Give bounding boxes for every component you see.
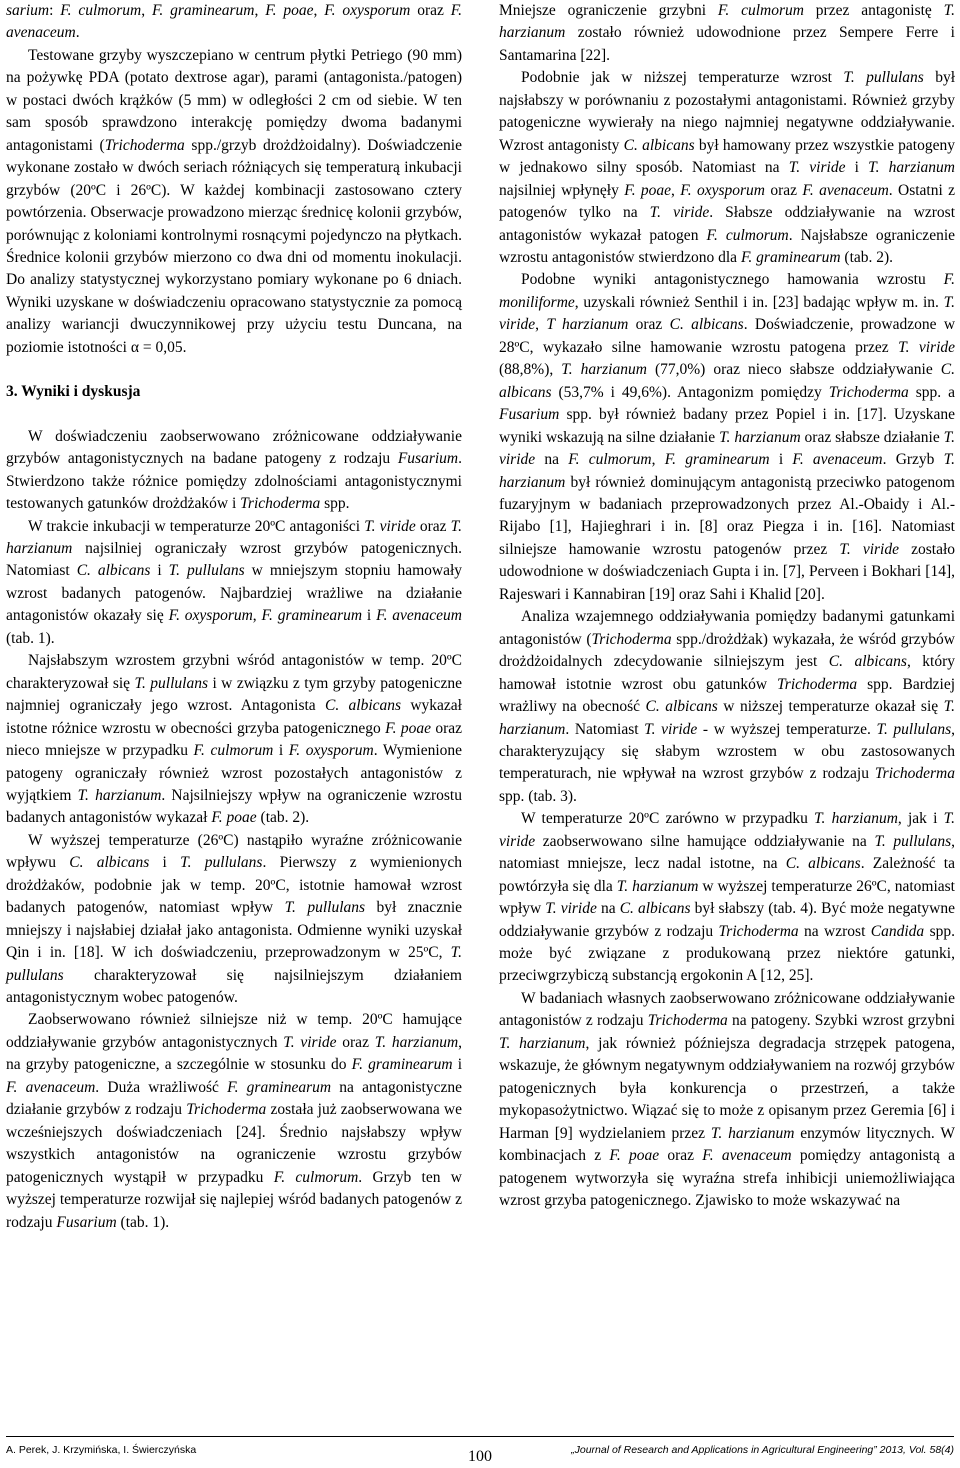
italic-run: T. harzianum	[868, 159, 955, 177]
italic-run: T. pullulans	[134, 674, 208, 692]
text-run: , na grzyby patogeniczne, a szczególnie w stosunku do	[6, 1033, 463, 1074]
italic-run: T. pullulans	[876, 720, 952, 738]
text-run: W doświadczeniu zaobserwowano zróżnicowane oddziaływanie grzybów antagonistycznych na badane patogeny z rodzaju	[6, 427, 462, 468]
left-column	[6, 0, 462, 1234]
text-run: , który hamował istotnie wzrost obu gatunków	[499, 653, 955, 693]
text-run: . Zależność ta powtórzyła się dla	[499, 855, 955, 895]
text-run: Podobne wyniki antagonistycznego hamowania wzrostu	[521, 271, 944, 289]
text-run: na	[596, 900, 620, 918]
paragraph	[6, 830, 462, 1010]
paragraph	[6, 45, 462, 359]
text-run: W badaniach własnych zaobserwowano zróżnicowane oddziaływanie antagonistów z rodzaju	[499, 989, 955, 1030]
text-run: ,	[535, 316, 547, 334]
text-run: W wyższej temperaturze (26ºC) nastąpiło wyraźne zróżnicowanie wpływu	[6, 831, 462, 872]
italic-run: F. culmorum	[706, 226, 789, 244]
italic-run: F. poae	[609, 1147, 660, 1165]
italic-run: C. albicans	[76, 562, 151, 580]
italic-run: T. viride	[644, 720, 698, 738]
text-run: (tab. 2).	[256, 809, 310, 827]
italic-run: F. moniliforme	[499, 271, 955, 311]
text-run: ,	[671, 181, 681, 199]
italic-run: F. graminearum	[261, 607, 363, 625]
italic-run: T. harzianum	[77, 786, 162, 804]
text-run: zostało również udowodnione przez Sempere Ferre i Santamarina [22].	[499, 24, 955, 64]
text-run: spp. był również badany przez Popiel i in. [17]. Uzyskane wyniki wskazują na silne działanie	[499, 406, 955, 446]
text-run: spp.	[320, 495, 350, 513]
italic-run: T. harzianum	[616, 877, 699, 895]
italic-run: Trichoderma	[777, 675, 858, 693]
italic-run: F. graminearum	[151, 2, 255, 19]
italic-run: F. culmorum	[193, 742, 274, 760]
italic-run: T. viride	[499, 293, 955, 334]
text-run: przez antagonistę	[803, 2, 944, 19]
section-heading: 3. Wyniki i dyskusja	[6, 383, 141, 401]
text-run: i	[452, 1056, 463, 1074]
text-run: w mniejszym stopniu hamowały wzrost badanych patogenów. Najbardziej wrażliwe na działanie antagonistów okazały się	[6, 562, 463, 625]
italic-run: F. oxysporum	[324, 2, 411, 19]
italic-run: F. avenaceum	[702, 1147, 792, 1165]
text-run: był hamowany przez wszystkie patogeny w jednakowo silny sposób. Natomiast na	[499, 136, 955, 177]
italic-run: T. harzianum	[374, 1033, 459, 1051]
italic-run: T. pullulans	[843, 69, 924, 87]
text-run: oraz	[410, 2, 451, 19]
text-run: był słabszy (tab. 4). Być może negatywne oddziaływanie grzybów z rodzaju	[499, 900, 955, 940]
italic-run: C. albicans	[785, 855, 861, 873]
text-run: (tab. 1).	[116, 1213, 170, 1231]
italic-run: C. albicans	[325, 697, 402, 715]
text-run: , jak i	[897, 810, 944, 828]
text-run: Najsłabszym wzrostem grzybni wśród antagonistów w temp. 20ºC charakteryzował się	[6, 652, 462, 692]
text-run: . Doświadczenie, prowadzone w 28ºC, wykazało silne hamowanie wzrostu patogena przez	[499, 316, 956, 356]
italic-run: T. viride	[499, 428, 955, 469]
text-run: najsilniej wpłynęły	[499, 181, 625, 199]
paragraph	[499, 606, 955, 808]
text-run: . Duża wrażliwość	[95, 1078, 228, 1096]
italic-run: sarium	[6, 2, 50, 19]
italic-run: F. avenaceum	[6, 1078, 96, 1096]
text-run: Analiza wzajemnego oddziaływania pomiędzy badanymi gatunkami antagonistów (	[499, 608, 955, 648]
italic-run: Trichoderma	[591, 630, 672, 648]
italic-run: Fusarium	[56, 1213, 117, 1231]
italic-run: T. viride	[788, 159, 846, 177]
text-run: (53,7% i 49,6%). Antagonizm pomiędzy	[551, 383, 829, 401]
right-column	[499, 0, 955, 1212]
italic-run: F. poae	[211, 809, 257, 827]
italic-run: F. graminearum	[227, 1078, 332, 1096]
text-run: oraz	[336, 1033, 375, 1051]
text-run: Testowane grzyby wyszczepiano w centrum płytki Petriego (90 mm) na pożywkę PDA (potato dextrose agar), parami (antagonista./patogen) w postaci dwóch krążków (5 mm) w odległości 2 cm od siebie. W ten sam sposób sprawdzono interakcję pomiędzy dwoma badanymi antagonistami (	[6, 46, 462, 154]
text-run: . Wymienione patogeny ograniczały również wzrost pozostałych antagonistów z wyjątkiem	[6, 742, 463, 804]
italic-run: C. albicans	[499, 361, 955, 401]
italic-run: T. pullulans	[180, 854, 263, 872]
italic-run: T. harzianum	[499, 698, 955, 738]
text-run: oraz	[765, 181, 803, 199]
text-run: był najsłabszy w porównaniu z pozostałymi antagonistami. Również grzyby patogeniczne wywierały na niego najmniej negatywne oddziaływanie. Wzrost antagonisty	[499, 69, 956, 154]
paragraph	[6, 516, 462, 651]
text-run: , uzyskali również Senthil i in. [23] badając wpływ m. in.	[574, 293, 944, 311]
italic-run: T. pullulans	[874, 832, 952, 850]
page-number: 100	[468, 1448, 492, 1465]
paragraph	[6, 650, 462, 830]
text-run: . Pierwszy z wymienionych drożdżaków, podobnie jak w temp. 20ºC, istotnie hamował wzrost badanych patogenów, natomiast wpływ	[6, 854, 463, 917]
paragraph	[499, 269, 955, 606]
italic-run: T. pullulans	[284, 899, 366, 917]
paragraph	[499, 67, 955, 269]
italic-run: F. avenaceum	[802, 181, 889, 199]
italic-run: C. albicans	[669, 316, 744, 334]
text-run: ,	[313, 2, 325, 19]
text-run: została już zaobserwowana we wcześniejszych doświadczeniach [24]. Średnio najsłabszy wpływ wszystkich antagonistów na ograniczenie wzrostu grzybów patogenicznych wystąpił w przypadku	[6, 1101, 462, 1186]
italic-run: F. culmorum	[60, 2, 142, 19]
text-run: W trakcie inkubacji w temperaturze 20ºC antagoniści	[28, 517, 365, 535]
italic-run: T. viride	[545, 900, 597, 918]
italic-run: C. albicans	[69, 854, 150, 872]
text-run: wykazał istotne różnice wzrostu w obecności grzyba patogenicznego	[6, 697, 462, 737]
text-run: spp. (tab. 3).	[499, 787, 577, 805]
italic-run: F. oxysporum	[288, 742, 374, 760]
text-run: i	[150, 562, 169, 580]
text-run: w niższej temperaturze okazał się	[717, 698, 944, 716]
italic-run: C. albicans	[828, 653, 907, 671]
footer-divider	[6, 1436, 954, 1437]
text-run: - w wyższej temperaturze.	[697, 720, 877, 738]
italic-run: Trichoderma	[240, 495, 321, 513]
text-run: i	[362, 607, 377, 625]
text-run: zaobserwowano silne hamujące oddziaływanie na	[535, 832, 875, 850]
text-run: i w związku z tym grzyby patogeniczne najmniej ograniczały jego wzrost. Antagonista	[6, 674, 462, 715]
text-run: oraz	[628, 316, 670, 334]
italic-run: T. harzianum	[719, 428, 801, 446]
text-run: spp./drożdżak) wykazała, że wśród grzybów drożdżoidalnych zdecydowanie silniejszym jest	[499, 630, 955, 671]
text-run: na patogeny. Szybki wzrost grzybni	[727, 1012, 955, 1030]
text-run: . Stwierdzono także różnice pomiędzy zdolnościami antagonistycznymi testowanych gatunków drożdżaków i	[6, 450, 462, 513]
text-run: Zaobserwowano również silniejsze niż w temp. 20ºC hamujące oddziaływanie grzybów antagonistycznych	[6, 1011, 462, 1051]
text-run: i	[149, 854, 181, 872]
italic-run: T. harzianum	[499, 451, 955, 491]
text-run: oraz	[659, 1147, 703, 1165]
italic-run: Trichoderma	[104, 136, 185, 154]
text-run: i	[769, 451, 793, 469]
italic-run: F. avenaceum	[792, 451, 883, 469]
italic-run: T. harzianum	[499, 2, 956, 42]
text-run: ,	[254, 2, 266, 19]
text-run: i	[845, 159, 869, 177]
italic-run: F. oxysporum	[168, 607, 253, 625]
italic-run: T harzianum	[546, 316, 629, 334]
italic-run: Fusarium	[397, 450, 459, 468]
text-run: , natomiast mniejsze, lecz nadal istotne, na	[499, 832, 955, 873]
text-run: . Ostatni z patogenów tylko na	[499, 181, 956, 222]
paragraph	[6, 1009, 462, 1234]
italic-run: F. poae	[385, 719, 431, 737]
italic-run: F. culmorum	[568, 451, 652, 469]
italic-run: Candida	[870, 922, 925, 940]
text-run: . Grzyb	[882, 451, 944, 469]
footer-journal: „Journal of Research and Applications in Agricultural Engineering” 2013, Vol. 58(4)	[571, 1444, 954, 1456]
text-run: był znacznie mniejszy i najsłabiej działał jako antagonista. Odmienne wyniki uzyskał Qin i in. [18]. W ich doświadczeniu, przeprowadzonym w 25ºC,	[6, 899, 463, 962]
paragraph	[499, 988, 955, 1213]
text-run: spp. Bardziej wrażliwy na obecność	[499, 675, 956, 716]
text-run: oraz	[415, 517, 451, 535]
text-run: . Najsilniejszy wpływ na ograniczenie wzrostu badanych antagonistów wykazał	[6, 786, 462, 827]
text-run: spp. może być związane z produkowaną przez niektóre gatunki, przeciwgrzybiczą substancją ergokonin A [12, 25].	[499, 922, 955, 985]
text-run: w wyższej temperaturze 26ºC, natomiast wpływ	[499, 877, 955, 918]
paragraph	[499, 0, 955, 67]
text-run: charakteryzował się najsilniejszym działaniem antagonistycznym wobec patogenów.	[6, 966, 462, 1007]
italic-run: T. harzianum	[710, 1124, 795, 1142]
italic-run: C. albicans	[645, 698, 718, 716]
text-run: , charakteryzujący się słabym wzrostem w obu zastosowanych temperaturach, nie wpływał na wzrost grzybów z rodzaju	[499, 720, 956, 783]
text-run: .	[75, 24, 80, 42]
italic-run: T. viride	[839, 540, 899, 558]
text-run: na	[535, 451, 569, 469]
footer-authors: A. Perek, J. Krzymińska, I. Świerczyńska	[6, 1444, 197, 1456]
italic-run: T. viride	[283, 1033, 337, 1051]
text-run: najsilniej ograniczały wzrost grzybów patogenicznych. Natomiast	[6, 539, 462, 580]
page-footer	[0, 1428, 960, 1468]
italic-run: Trichoderma	[647, 1012, 728, 1030]
italic-run: F. culmorum	[717, 2, 804, 19]
italic-run: F. avenaceum	[376, 607, 462, 625]
italic-run: F. avenaceum	[6, 2, 463, 42]
text-run: (88,8%),	[499, 361, 562, 379]
italic-run: T. harzianum	[499, 1034, 586, 1052]
text-run: (77,0%) oraz nieco słabsze oddziaływanie	[646, 361, 941, 379]
italic-run: T. viride	[898, 338, 956, 356]
italic-run: F. culmorum	[273, 1168, 359, 1186]
text-run: oraz słabsze działanie	[800, 428, 944, 446]
text-run: . Najsłabsze ograniczenie wzrostu antagonistów stwierdzono dla	[499, 226, 956, 266]
italic-run: T. viride	[649, 204, 710, 222]
italic-run: T. viride	[364, 517, 416, 535]
text-run: . Natomiast	[565, 720, 645, 738]
italic-run: C. albicans	[623, 136, 695, 154]
text-run: był również dominującym antagonistą przeciwko patogenom fuzaryjnym w badaniach przeprowadzonych przez Al.-Obaidy i Al.-Rijabo [1], Hajieghrari i in. [8] oraz Piegza i in. [16]. Natomiast silniejsze hamowanie wzrostu patogenów przez	[499, 473, 955, 558]
italic-run: F. poae	[265, 2, 314, 19]
text-run: :	[49, 2, 61, 19]
paragraph	[6, 426, 462, 516]
text-run: ,	[141, 2, 152, 19]
text-run: na antagonistyczne działanie grzybów z rodzaju	[6, 1078, 462, 1119]
italic-run: F. graminearum	[664, 451, 770, 469]
italic-run: Trichoderma	[718, 922, 799, 940]
italic-run: Trichoderma	[828, 383, 909, 401]
text-run: Mniejsze ograniczenie grzybni	[499, 2, 718, 19]
italic-run: T. harzianum	[814, 810, 898, 828]
text-run: ,	[252, 607, 262, 625]
text-run: (tab. 2).	[840, 248, 894, 266]
text-run: spp. a	[908, 383, 956, 401]
text-run: ,	[651, 451, 665, 469]
paragraph	[6, 0, 462, 45]
text-run: zostało udowodnione w doświadczeniach Gupta i in. [7], Perveen i Bokhari [14], Rajeswari i Kannabiran [19] oraz Sahi i Khalid [20].	[499, 540, 956, 603]
text-run: pomiędzy antagonistą a patogenem wytworzyła się wyraźna strefa inhibicji uniemożliwiająca wzrost grzyba patogenicznego. Zjawisko to może wskazywać na	[499, 1147, 956, 1210]
italic-run: T. pullulans	[168, 562, 245, 580]
text-run: W temperaturze 20ºC zarówno w przypadku	[521, 810, 815, 828]
text-run: enzymów litycznych. W kombinacjach z	[499, 1124, 955, 1165]
text-run: i	[273, 742, 289, 760]
italic-run: T. harzianum	[561, 361, 647, 379]
italic-run: Trichoderma	[874, 765, 955, 783]
text-run: na wzrost	[798, 922, 871, 940]
italic-run: F. poae	[624, 181, 672, 199]
text-run: . Grzyb ten w wyższej temperaturze rozwijał się najlepiej wśród badanych patogenów z rodzaju	[6, 1168, 462, 1231]
italic-run: Fusarium	[499, 406, 560, 424]
italic-run: Trichoderma	[186, 1101, 267, 1119]
italic-run: F. graminearum	[351, 1056, 453, 1074]
text-run: , jak również późniejsza degradacja strzępek patogena, wskazuje, że głównym negatywnym oddziaływaniem na rozwój grzybów patogenicznych była konkurencja o przestrzeń, a także mykopasożytnictwo. Wiązać się to może z opisanym przez Geremia [6] i Harman [9] wydzielaniem przez	[499, 1034, 955, 1142]
italic-run: F. graminearum	[740, 248, 841, 266]
paragraph	[499, 808, 955, 988]
text-run: . Słabsze oddziaływanie na wzrost antagonistów wykazał patogen	[499, 204, 956, 244]
italic-run: T. viride	[499, 810, 955, 850]
text-run: oraz nieco mniejsze w przypadku	[6, 719, 462, 760]
italic-run: T. pullulans	[6, 944, 462, 984]
text-run: spp./grzyb drożdżoidalny). Doświadczenie wykonane zostało w dwóch seriach różniących się temperaturą inkubacji grzybów (20ºC i 26ºC). W każdej kombinacji zastosowano cztery powtórzenia. Obserwacje prowadzono mierząc średnicę kolonii grzybów, porównując z koloniami kontrolnymi rosnącymi pojedynczo na płytkach. Średnice kolonii grzybów mierzono co dwa dni od momentu inokulacji. Do analizy statystycznej wykorzystano pomiary wykonane po 6 dniach. Wyniki uzyskane w doświadczeniu opracowano statystycznie za pomocą analizy wariancji dwuczynnikowej przy użyciu testu Duncana, na poziomie istotności α = 0,05.	[6, 136, 462, 356]
italic-run: C. albicans	[619, 900, 691, 918]
italic-run: F. oxysporum	[680, 181, 765, 199]
text-run: Podobnie jak w niższej temperaturze wzrost	[521, 69, 844, 87]
text-run: (tab. 1).	[6, 629, 55, 647]
italic-run: T. harzianum	[6, 517, 463, 557]
